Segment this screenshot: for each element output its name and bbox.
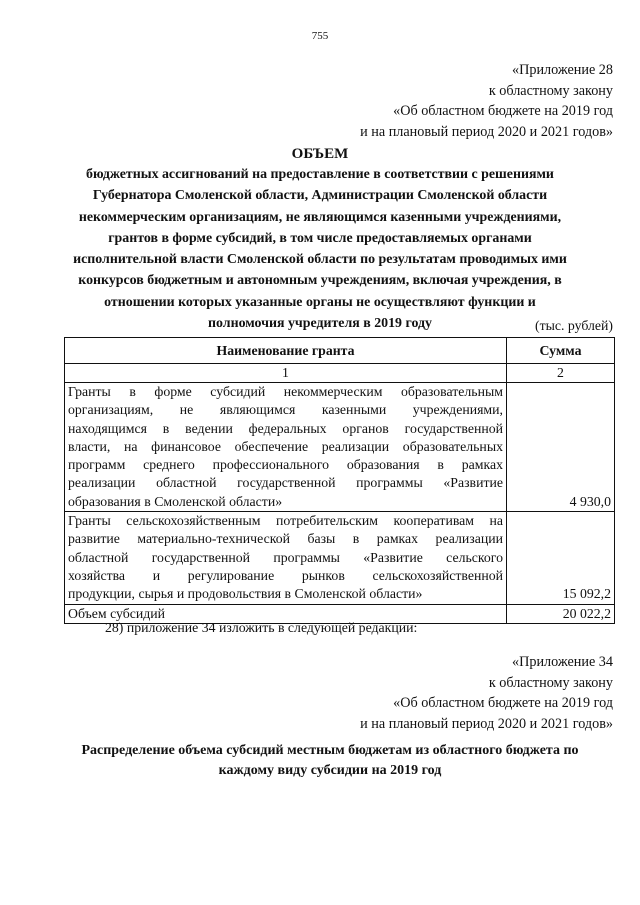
grant-sum: 4 930,0 [507,383,615,512]
grant-name-line: организациям, не являющимся казенными учреждениями, [68,402,503,418]
header-grant-name: Наименование гранта [65,338,507,364]
appendix-line: к областному закону [488,82,613,99]
grant-name-line: власти, на финансовое обеспечение реализации образовательных [68,438,503,454]
appendix-line: и на плановый период 2020 и 2021 годов» [360,715,613,732]
document-title: ОБЪЕМ [291,146,349,162]
total-label: Объем субсидий [65,604,507,623]
appendix-line: и на плановый период 2020 и 2021 годов» [360,123,613,140]
grant-name-line: Гранты в форме субсидий некоммерческим образовательным [68,384,503,399]
grant-name-cell [65,512,507,604]
grant-sum: 15 092,2 [507,512,615,604]
subtitle-line: Губернатора Смоленской области, Администрации Смоленской области [92,188,548,204]
subtitle-line: полномочия учредителя в 2019 году [208,316,432,332]
total-sum: 20 022,2 [507,604,615,623]
grant-name-line: Гранты сельскохозяйственным потребительским кооперативам на [68,513,503,529]
appendix-line: к областному закону [488,674,613,691]
grant-name-line: хозяйства и регулирование рынков сельскохозяйственной [68,567,503,583]
subtitle-line: отношении которых указанные органы не осуществляют функции и [104,294,536,310]
subtitle-line: бюджетных ассигнований на предоставление в соответствии с решениями [86,167,554,182]
grant-name-line: областной государственной программы «Развитие сельского [68,549,503,565]
section-title-line: Распределение объема субсидий местным бюджетам из областного бюджета по [81,743,579,758]
table-header-row [65,338,615,364]
column-number: 1 [65,364,507,383]
column-number: 2 [507,364,615,383]
amendment-paragraph: 28) приложение 34 изложить в следующей редакции: [105,620,418,635]
grant-name-line: развитие материально-технической базы в рамках реализации [68,531,503,547]
grant-name-line: реализации областной государственной программы «Развитие [68,475,503,491]
section-title [40,741,620,781]
subtitle-line: исполнительной власти Смоленской области по результатам проводимых ими [73,252,567,268]
section-title-line: каждому виду субсидии на 2019 год [218,763,442,778]
appendix-line: «Об областном бюджете на 2019 год [393,103,613,119]
table-row [65,383,615,512]
grant-name-line: образования в Смоленской области» [68,493,283,509]
appendix-34-heading [360,652,613,734]
grant-name-line: продукции, сырья и продовольствия в Смоленской области» [68,586,423,602]
appendix-28-heading [360,60,613,142]
grants-table [64,337,615,624]
appendix-line: «Приложение 28 [512,62,613,78]
appendix-line: «Об областном бюджете на 2019 год [393,695,613,711]
document-subtitle [55,164,585,334]
column-number-row [65,364,615,383]
header-sum: Сумма [507,338,615,364]
table-row [65,512,615,604]
grant-name-line: находящимся в ведении федеральных органов государственной [68,420,503,436]
appendix-line: «Приложение 34 [512,654,613,670]
subtitle-line: некоммерческим организациям, не являющимся казенными учреждениями, [78,209,562,225]
grant-name-line: программ среднего профессионального образования в рамках [68,457,503,473]
grant-name-cell [65,383,507,512]
subtitle-line: конкурсов бюджетным и автономным учреждениям, включая учреждения, в [78,273,562,289]
subtitle-line: грантов в форме субсидий, в том числе предоставляемых органами [108,230,532,246]
unit-label: (тыс. рублей) [534,318,613,333]
page-number: 755 [311,30,329,42]
